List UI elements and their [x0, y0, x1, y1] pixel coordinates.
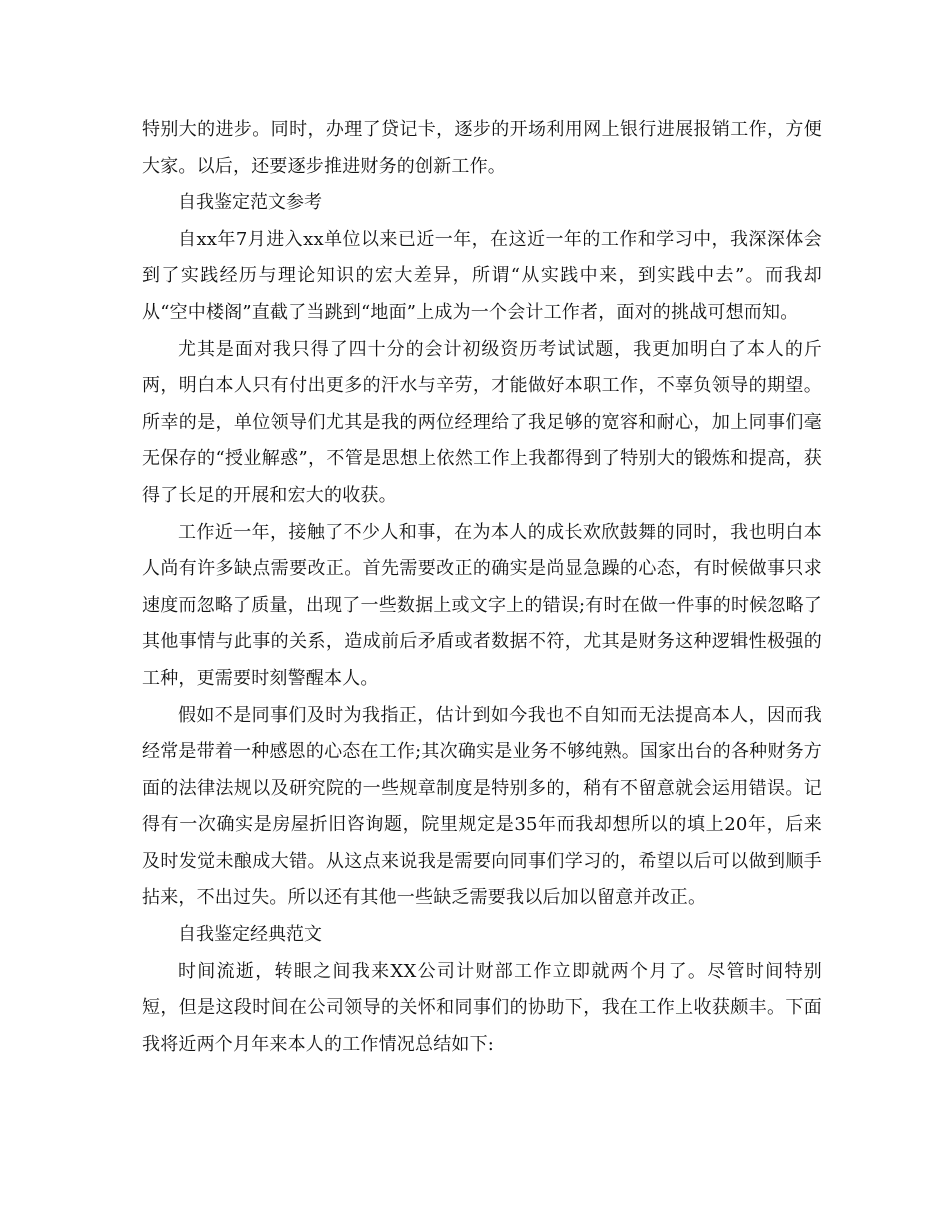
section-heading-reference: 自我鉴定范文参考 — [178, 192, 322, 214]
paragraph: 尤其是面对我只得了四十分的会计初级资历考试试题，我更加明白了本人的斤两，明白本人只有付出更多的汗水与辛劳，才能做好本职工作，不辜负领导的期望。所幸的是，单位领导们尤其是我的两位经理给了我足够的宽容和耐心，加上同事们毫无保存的“授业解惑”，不管是思想上依然工作上我都得到了特别大的锻炼和提高，获得了长足的开展和宏大的收获。 — [142, 338, 822, 506]
paragraph-continuation: 特别大的进步。同时，办理了贷记卡，逐步的开场利用网上银行进展报销工作，方便大家。以后，还要逐步推进财务的创新工作。 — [142, 119, 822, 177]
paragraph: 工作近一年，接触了不少人和事，在为本人的成长欢欣鼓舞的同时，我也明白本人尚有许多缺点需要改正。首先需要改正的确实是尚显急躁的心态，有时候做事只求速度而忽略了质量，出现了一些数据上或文字上的错误;有时在做一件事的时候忽略了其他事情与此事的关系，造成前后矛盾或者数据不符，尤其是财务这种逻辑性极强的工种，更需要时刻警醒本人。 — [142, 521, 822, 689]
paragraph: 时间流逝，转眼之间我来XX公司计财部工作立即就两个月了。尽管时间特别短，但是这段时间在公司领导的关怀和同事们的协助下，我在工作上收获颇丰。下面我将近两个月年来本人的工作情况总结如下: — [142, 960, 822, 1055]
document-body — [142, 112, 822, 1063]
paragraph: 自xx年7月进入xx单位以来已近一年，在这近一年的工作和学习中，我深深体会到了实践经历与理论知识的宏大差异，所谓“从实践中来，到实践中去”。而我却从“空中楼阁”直截了当跳到“地面”上成为一个会计工作者，面对的挑战可想而知。 — [142, 228, 822, 323]
paragraph: 假如不是同事们及时为我指正，估计到如今我也不自知而无法提高本人，因而我经常是带着一种感恩的心态在工作;其次确实是业务不够纯熟。国家出台的各种财务方面的法律法规以及研究院的一些规章制度是特别多的，稍有不留意就会运用错误。记得有一次确实是房屋折旧咨询题，院里规定是35年而我却想所以的填上20年，后来及时发觉未酿成大错。从这点来说我是需要向同事们学习的，希望以后可以做到顺手拈来，不出过失。所以还有其他一些缺乏需要我以后加以留意并改正。 — [142, 704, 822, 909]
section-heading-classic: 自我鉴定经典范文 — [178, 924, 322, 946]
